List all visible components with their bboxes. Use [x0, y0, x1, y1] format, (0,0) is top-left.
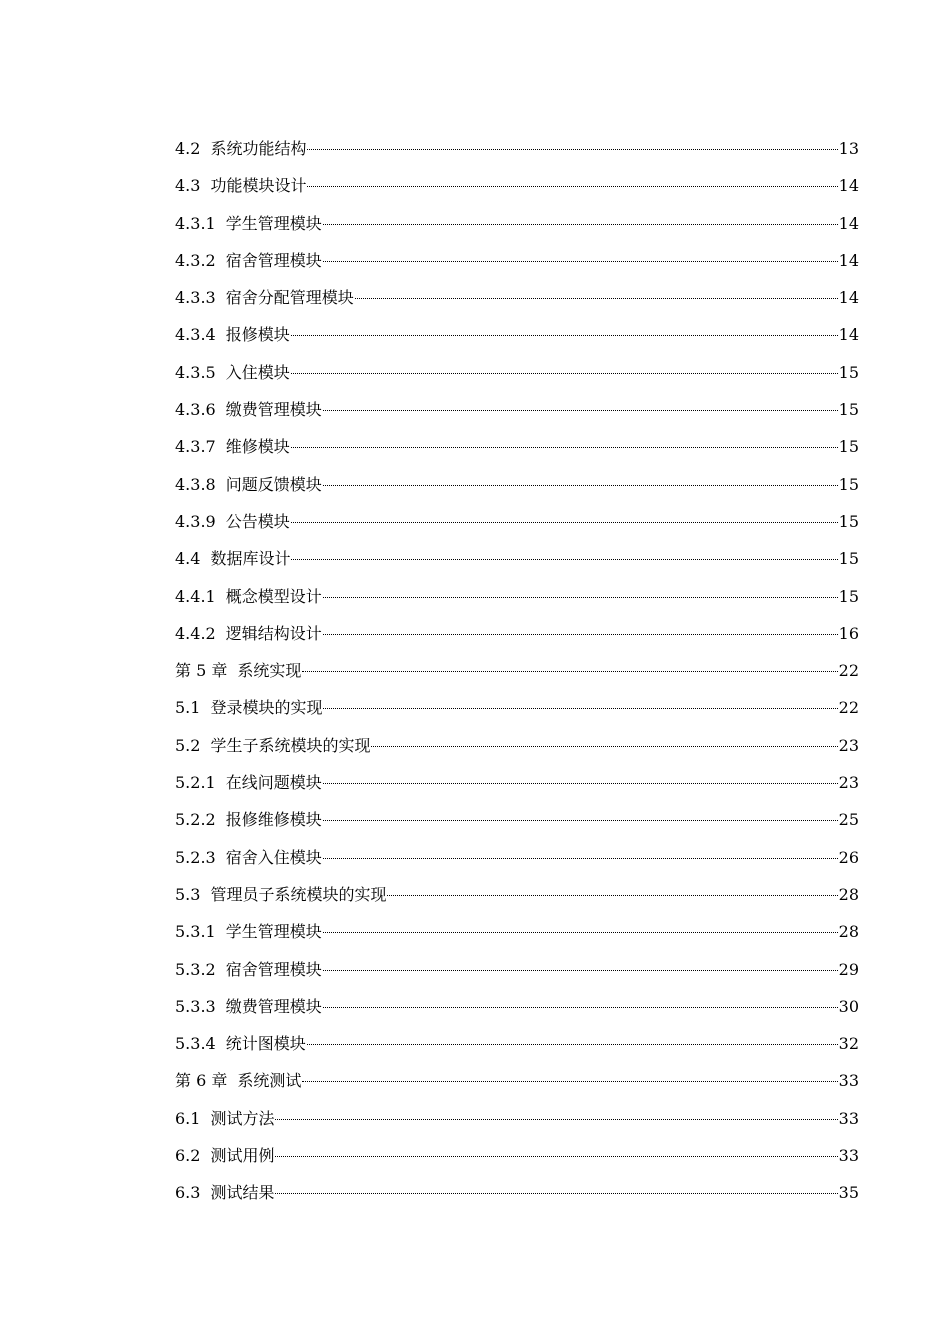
toc-entry-title: 系统实现 — [237, 661, 302, 681]
toc-entry-number: 4.3.2 — [175, 250, 216, 270]
toc-entry-number: 4.3.3 — [175, 288, 216, 308]
toc-entry-title: 问题反馈模块 — [225, 474, 322, 494]
toc-entry-page-number: 28 — [838, 884, 859, 904]
toc-entry-number: 4.3.8 — [175, 474, 216, 494]
toc-entry-page-number: 16 — [838, 623, 859, 643]
toc-entry-title: 统计图模块 — [225, 1034, 306, 1054]
toc-entry-page-number: 26 — [838, 847, 859, 867]
toc-entry-number: 5.3.2 — [175, 959, 216, 979]
toc-entry[interactable] — [175, 652, 859, 689]
toc-entry-page-number: 15 — [838, 549, 859, 569]
toc-entry[interactable] — [175, 913, 859, 950]
toc-entry-page-number: 15 — [838, 511, 859, 531]
toc-entry-title: 宿舍管理模块 — [225, 250, 322, 270]
table-of-contents — [175, 130, 859, 1212]
toc-entry-page-number: 15 — [838, 474, 859, 494]
toc-entry-number: 4.3.5 — [175, 362, 216, 382]
toc-entry[interactable] — [175, 279, 859, 316]
toc-entry-number: 4.4.1 — [175, 586, 216, 606]
toc-entry-number: 5.3 — [175, 884, 201, 904]
toc-entry-number: 4.3.1 — [175, 213, 216, 233]
toc-entry-number: 5.3.4 — [175, 1034, 216, 1054]
toc-entry-number: 4.2 — [175, 139, 201, 158]
toc-dot-leader — [387, 895, 837, 896]
toc-entry[interactable] — [175, 205, 859, 242]
toc-entry-title: 维修模块 — [225, 437, 290, 457]
toc-entry[interactable] — [175, 578, 859, 615]
toc-entry[interactable] — [175, 167, 859, 204]
toc-entry-title: 报修维修模块 — [225, 810, 322, 830]
toc-entry-number: 5.2.3 — [175, 847, 216, 867]
toc-dot-leader — [275, 1156, 837, 1157]
toc-entry-page-number: 33 — [838, 1071, 859, 1091]
toc-entry-number: 4.4 — [175, 549, 201, 569]
toc-entry-title: 宿舍分配管理模块 — [225, 288, 354, 308]
toc-entry-title: 入住模块 — [225, 362, 290, 382]
toc-entry-title: 缴费管理模块 — [225, 996, 322, 1016]
toc-entry[interactable] — [175, 727, 859, 764]
toc-dot-leader — [355, 298, 838, 299]
toc-entry-number: 6.3 — [175, 1183, 201, 1203]
toc-entry-title: 宿舍入住模块 — [225, 847, 322, 867]
toc-dot-leader — [323, 970, 838, 971]
toc-entry-page-number: 25 — [838, 810, 859, 830]
toc-entry[interactable] — [175, 1100, 859, 1137]
toc-entry-number: 4.4.2 — [175, 623, 216, 643]
toc-entry-page-number: 15 — [838, 400, 859, 420]
toc-entry[interactable] — [175, 988, 859, 1025]
toc-entry-title: 测试结果 — [210, 1183, 275, 1203]
toc-entry-number: 5.2 — [175, 735, 201, 755]
toc-entry[interactable] — [175, 615, 859, 652]
toc-entry[interactable] — [175, 540, 859, 577]
toc-entry[interactable] — [175, 1025, 859, 1062]
toc-entry-page-number: 14 — [838, 176, 859, 196]
toc-entry-title: 缴费管理模块 — [225, 400, 322, 420]
toc-dot-leader — [323, 485, 838, 486]
toc-entry-number: 4.3.4 — [175, 325, 216, 345]
toc-dot-leader — [371, 746, 837, 747]
toc-entry-page-number: 14 — [838, 325, 859, 345]
toc-entry-number: 6.2 — [175, 1146, 201, 1166]
toc-entry-title: 逻辑结构设计 — [225, 623, 322, 643]
toc-entry-title: 学生管理模块 — [225, 213, 322, 233]
toc-entry[interactable] — [175, 1137, 859, 1174]
toc-entry-page-number: 23 — [838, 735, 859, 755]
toc-entry-page-number: 14 — [838, 213, 859, 233]
toc-entry-number: 5.1 — [175, 698, 201, 718]
toc-entry-number: 5.2.2 — [175, 810, 216, 830]
toc-entry[interactable] — [175, 466, 859, 503]
toc-dot-leader — [323, 858, 838, 859]
toc-entry[interactable] — [175, 764, 859, 801]
toc-entry-title: 功能模块设计 — [210, 176, 307, 196]
toc-dot-leader — [302, 1081, 837, 1082]
toc-entry[interactable] — [175, 242, 859, 279]
toc-entry-page-number: 28 — [838, 922, 859, 942]
toc-entry-number: 第 6 章 — [175, 1071, 228, 1091]
toc-entry-page-number: 13 — [838, 139, 859, 158]
toc-entry-page-number: 29 — [838, 959, 859, 979]
toc-entry-number: 4.3 — [175, 176, 201, 196]
toc-dot-leader — [291, 335, 838, 336]
toc-entry-number: 4.3.7 — [175, 437, 216, 457]
toc-entry-page-number: 15 — [838, 437, 859, 457]
toc-dot-leader — [323, 820, 838, 821]
toc-dot-leader — [323, 224, 838, 225]
toc-entry-page-number: 14 — [838, 250, 859, 270]
toc-entry-title: 系统功能结构 — [210, 139, 307, 158]
toc-entry-page-number: 33 — [838, 1146, 859, 1166]
toc-dot-leader — [307, 149, 837, 150]
toc-entry-number: 4.3.6 — [175, 400, 216, 420]
toc-entry-title: 登录模块的实现 — [210, 698, 323, 718]
toc-dot-leader — [275, 1193, 837, 1194]
toc-entry-title: 公告模块 — [225, 511, 290, 531]
toc-dot-leader — [323, 708, 837, 709]
toc-dot-leader — [291, 522, 838, 523]
toc-dot-leader — [323, 932, 838, 933]
toc-dot-leader — [323, 783, 838, 784]
toc-dot-leader — [323, 1007, 838, 1008]
toc-entry[interactable] — [175, 689, 859, 726]
toc-entry-number: 6.1 — [175, 1108, 201, 1128]
toc-entry-page-number: 15 — [838, 362, 859, 382]
toc-entry-page-number: 15 — [838, 586, 859, 606]
toc-entry-title: 学生管理模块 — [225, 922, 322, 942]
toc-entry[interactable] — [175, 354, 859, 391]
toc-entry-title: 概念模型设计 — [225, 586, 322, 606]
toc-entry-page-number: 32 — [838, 1034, 859, 1054]
toc-dot-leader — [302, 671, 837, 672]
toc-entry[interactable] — [175, 428, 859, 465]
toc-entry-number: 5.3.1 — [175, 922, 216, 942]
toc-entry-page-number: 33 — [838, 1108, 859, 1128]
toc-dot-leader — [291, 373, 838, 374]
toc-entry-title: 数据库设计 — [210, 549, 291, 569]
toc-entry[interactable] — [175, 503, 859, 540]
toc-entry-page-number: 30 — [838, 996, 859, 1016]
toc-entry-title: 在线问题模块 — [225, 773, 322, 793]
toc-entry-page-number: 23 — [838, 773, 859, 793]
toc-dot-leader — [323, 410, 838, 411]
toc-dot-leader — [323, 597, 838, 598]
toc-entry[interactable] — [175, 1062, 859, 1099]
toc-dot-leader — [323, 261, 838, 262]
toc-entry-title: 系统测试 — [237, 1071, 302, 1091]
toc-entry-page-number: 35 — [838, 1183, 859, 1203]
toc-entry[interactable] — [175, 316, 859, 353]
toc-dot-leader — [275, 1119, 837, 1120]
toc-entry[interactable] — [175, 876, 859, 913]
toc-entry-number: 第 5 章 — [175, 661, 228, 681]
toc-entry-number: 4.3.9 — [175, 511, 216, 531]
toc-entry-page-number: 14 — [838, 288, 859, 308]
toc-entry[interactable] — [175, 130, 859, 167]
toc-entry-title: 管理员子系统模块的实现 — [210, 884, 387, 904]
toc-entry-title: 报修模块 — [225, 325, 290, 345]
toc-entry-title: 测试方法 — [210, 1108, 275, 1128]
toc-entry[interactable] — [175, 951, 859, 988]
toc-entry[interactable] — [175, 839, 859, 876]
toc-entry[interactable] — [175, 391, 859, 428]
toc-dot-leader — [323, 634, 838, 635]
toc-dot-leader — [291, 447, 838, 448]
toc-entry-number: 5.3.3 — [175, 996, 216, 1016]
toc-entry-page-number: 22 — [838, 661, 859, 681]
toc-dot-leader — [291, 559, 837, 560]
toc-entry-title: 学生子系统模块的实现 — [210, 735, 371, 755]
toc-dot-leader — [307, 186, 837, 187]
toc-entry-title: 测试用例 — [210, 1146, 275, 1166]
toc-entry[interactable] — [175, 1174, 859, 1211]
toc-entry-number: 5.2.1 — [175, 773, 216, 793]
toc-entry-page-number: 22 — [838, 698, 859, 718]
toc-entry[interactable] — [175, 801, 859, 838]
toc-dot-leader — [307, 1044, 838, 1045]
toc-entry-title: 宿舍管理模块 — [225, 959, 322, 979]
